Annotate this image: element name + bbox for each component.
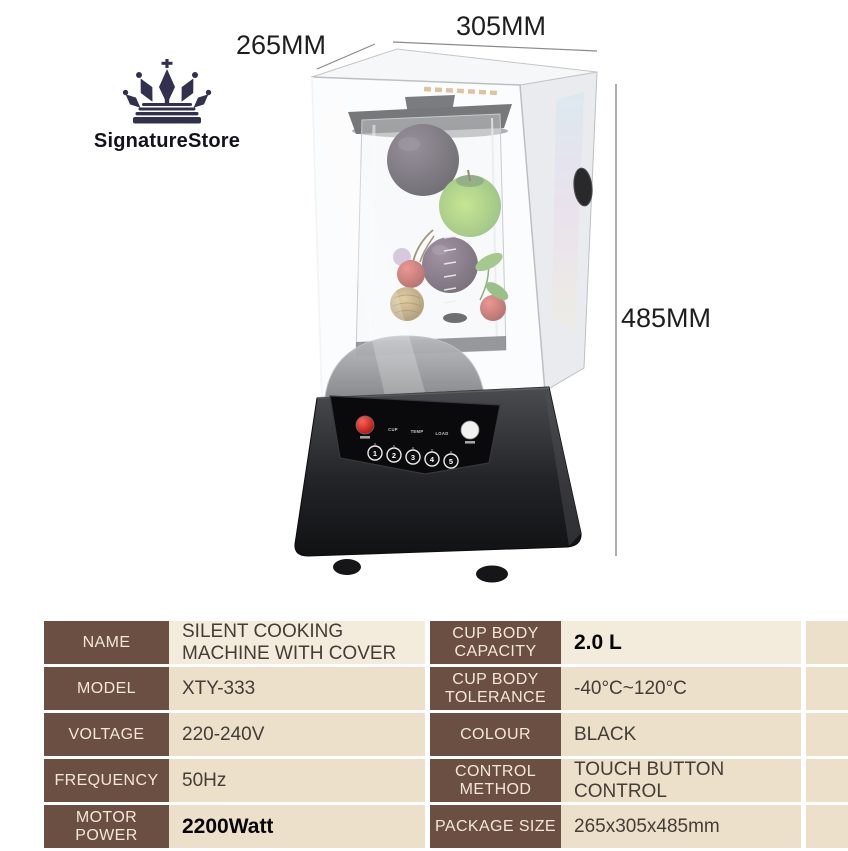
spec-row-frequency xyxy=(44,759,848,802)
panel-label-cup: CUP xyxy=(388,427,398,432)
spec-stub-cell xyxy=(806,621,848,664)
spec-value: 2200Watt xyxy=(169,805,425,848)
spec-label: VOLTAGE xyxy=(44,713,169,756)
spec-row-motor-power xyxy=(44,805,848,848)
cover-front-face xyxy=(312,77,545,399)
spec-value: 2.0 L xyxy=(561,621,801,664)
width-dimension-label: 305MM xyxy=(455,11,547,41)
dimension-height xyxy=(616,84,711,556)
depth-dimension-label: 265MM xyxy=(235,30,327,60)
spec-label: MOTOR POWER xyxy=(44,805,169,848)
spec-label: FREQUENCY xyxy=(44,759,169,802)
spec-value: BLACK xyxy=(561,713,801,756)
red-power-button xyxy=(356,416,374,434)
spec-label: MODEL xyxy=(44,667,169,710)
spec-row-name xyxy=(44,621,848,664)
spec-stub-cell xyxy=(806,759,848,802)
spec-value: SILENT COOKING MACHINE WITH COVER xyxy=(169,621,425,664)
spec-label: NAME xyxy=(44,621,169,664)
dimension-width xyxy=(393,11,597,51)
spec-value: 220-240V xyxy=(169,713,425,756)
spec-table xyxy=(44,621,848,851)
spec-stub-cell xyxy=(806,713,848,756)
spec-value: 265x305x485mm xyxy=(561,805,801,848)
spec-stub-cell xyxy=(806,667,848,710)
spec-stub-cell xyxy=(806,805,848,848)
spec-value: -40°C~120°C xyxy=(561,667,801,710)
spec-label: CUP BODY TOLERANCE xyxy=(430,667,561,710)
spec-value: 50Hz xyxy=(169,759,425,802)
spec-row-voltage xyxy=(44,713,848,756)
speed-label-1: 1 xyxy=(372,449,378,458)
white-pulse-button xyxy=(461,421,479,439)
spec-value: TOUCH BUTTON CONTROL xyxy=(561,759,801,802)
brand-name: SignatureStore xyxy=(93,130,241,152)
speed-label-5: 5 xyxy=(448,457,454,466)
panel-label-temp: TEMP xyxy=(410,429,424,434)
panel-label-load: LOAD xyxy=(435,431,449,436)
speed-label-4: 4 xyxy=(429,455,435,464)
height-dimension-label: 485MM xyxy=(621,303,712,333)
spec-label: CUP BODY CAPACITY xyxy=(430,621,561,664)
spec-value: XTY-333 xyxy=(169,667,425,710)
base-foot xyxy=(476,566,508,583)
blender-base xyxy=(295,387,581,583)
spec-label: CONTROL METHOD xyxy=(430,759,561,802)
spec-label: PACKAGE SIZE xyxy=(430,805,561,848)
base-foot xyxy=(333,559,361,575)
spec-row-model xyxy=(44,667,848,710)
width-dimension-line xyxy=(393,42,597,51)
speed-label-2: 2 xyxy=(391,451,397,460)
speed-label-3: 3 xyxy=(410,453,416,462)
spec-label: COLOUR xyxy=(430,713,561,756)
